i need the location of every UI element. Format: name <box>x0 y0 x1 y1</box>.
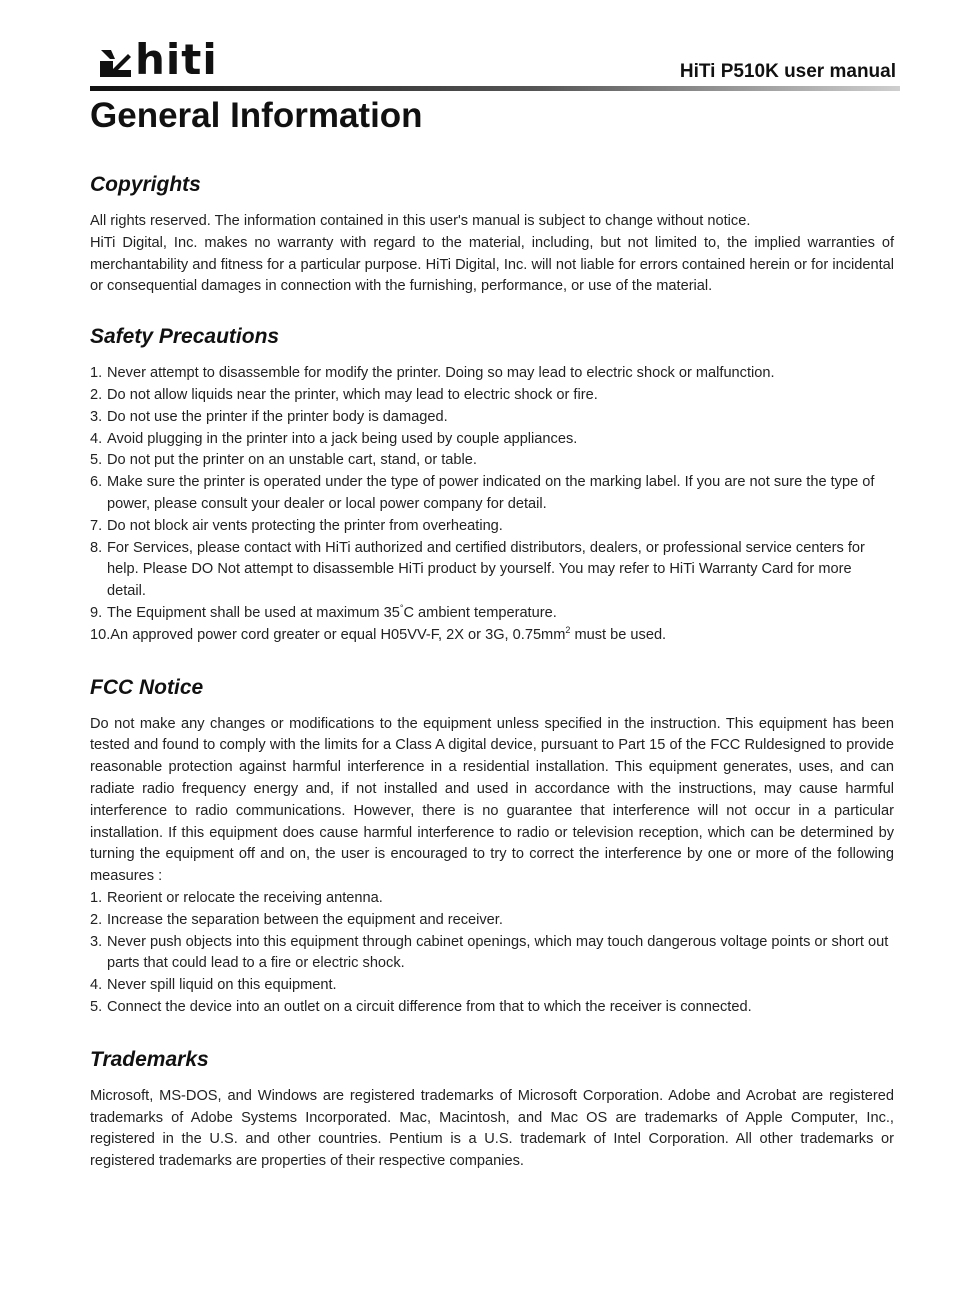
list-number: 1. <box>90 365 103 382</box>
list-text: Reorient or relocate the receiving antenna. <box>107 889 383 906</box>
hiti-logo-mark-icon <box>98 46 132 80</box>
list-text: An approved power cord greater or equal H05VV-F, 2X or 3G, 0.75mm <box>110 626 566 643</box>
list-text: Never push objects into this equipment through cabinet openings, which may touch dangerous voltage points or short out parts that could lead to a fire or electric shock. <box>107 933 889 972</box>
list-item <box>90 910 894 932</box>
section-copyrights <box>90 172 894 298</box>
list-number: 6. <box>90 474 103 491</box>
list-item <box>90 975 894 997</box>
list-number: 2. <box>90 386 103 403</box>
list-number: 3. <box>90 408 103 425</box>
list-text: must be used. <box>570 626 667 643</box>
page-header <box>0 0 954 100</box>
list-text: Never spill liquid on this equipment. <box>107 977 337 994</box>
section-heading-fcc: FCC Notice <box>90 675 204 699</box>
main-content <box>90 172 894 1173</box>
list-number: 2. <box>90 911 103 928</box>
list-text: Make sure the printer is operated under the type of power indicated on the marking label. If you are not sure the type of power, please consult your dealer or local power company for detail. <box>107 474 875 512</box>
manual-title: HiTi P510K user manual <box>679 61 896 82</box>
section-heading-copyrights: Copyrights <box>90 173 201 196</box>
section-fcc-notice <box>90 675 894 1019</box>
page-title: General Information <box>90 96 423 135</box>
list-number: 5. <box>90 998 103 1015</box>
list-text: Connect the device into an outlet on a circuit difference from that to which the receiver is connected. <box>107 998 752 1015</box>
section-heading-trademarks: Trademarks <box>90 1047 209 1071</box>
list-text: C ambient temperature. <box>403 604 557 621</box>
header-divider <box>90 86 900 91</box>
list-item <box>90 932 894 976</box>
list-text: Do not use the printer if the printer body is damaged. <box>107 408 448 425</box>
list-item <box>90 603 894 625</box>
list-text: Do not allow liquids near the printer, which may lead to electric shock or fire. <box>107 386 598 403</box>
list-item <box>90 472 894 516</box>
list-item <box>90 450 894 472</box>
list-item <box>90 997 894 1019</box>
list-number: 4. <box>90 977 103 994</box>
list-number: 1. <box>90 889 103 906</box>
list-item <box>90 429 894 451</box>
list-item <box>90 516 894 538</box>
list-text: For Services, please contact with HiTi authorized and certified distributors, dealers, or professional service centers for help. Please DO Not attempt to disassemble HiTi product by yourself. You may refer to HiTi Warranty Card for more detail. <box>107 539 865 600</box>
list-item <box>90 888 894 910</box>
list-item <box>90 363 894 385</box>
list-item <box>90 625 894 647</box>
fcc-paragraph: Do not make any changes or modifications to the equipment unless specified in the instruction. This equipment has been tested and found to comply with the limits for a Class A digital device, pursuant to Part 15 of the FCC Ruldesigned to provide reasonable protection against harmful interference in a residential installation. This equipment generates, uses, and can radiate radio frequency energy and, if not installed and used in accordance with the instructions, may cause harmful interference to radio communications. However, there is no guarantee that interference will not occur in a particular installation. If this equipment does cause harmful interference to radio or television reception, which can be determined by turning the equipment off and on, the user is encouraged to try to correct the interference by one or more of the following measures : <box>90 715 894 885</box>
list-text: Do not put the printer on an unstable cart, stand, or table. <box>107 452 477 469</box>
list-number: 10. <box>90 626 111 643</box>
section-trademarks <box>90 1047 894 1173</box>
copyrights-line-2: HiTi Digital, Inc. makes no warranty with regard to the material, including, but not limited to, the implied warranties of merchantability and fitness for a particular purpose. HiTi Digital, Inc. will not liable for errors contained herein or for incidental or consequential damages in connection with the furnishing, performance, or use of the material. <box>90 234 894 295</box>
list-text: Increase the separation between the equipment and receiver. <box>107 911 503 928</box>
copyrights-line-1: All rights reserved. The information contained in this user's manual is subject to change without notice. <box>90 213 751 229</box>
section-heading-safety: Safety Precautions <box>90 325 280 349</box>
list-text: Never attempt to disassemble for modify the printer. Doing so may lead to electric shock or malfunction. <box>107 365 775 382</box>
logo-wordmark: hiti <box>135 35 218 84</box>
section-safety-precautions <box>90 324 894 646</box>
list-number: 9. <box>90 604 103 621</box>
list-item <box>90 538 894 603</box>
list-text: The Equipment shall be used at maximum 35 <box>107 604 400 621</box>
list-item <box>90 407 894 429</box>
list-number: 3. <box>90 933 103 950</box>
list-item <box>90 385 894 407</box>
list-number: 7. <box>90 517 103 534</box>
fcc-list <box>90 888 894 1019</box>
list-text: Avoid plugging in the printer into a jack being used by couple appliances. <box>107 430 578 447</box>
hiti-logo <box>98 35 218 84</box>
degree-superscript: ° <box>399 603 404 614</box>
list-number: 5. <box>90 452 103 469</box>
list-number: 8. <box>90 539 103 556</box>
list-number: 4. <box>90 430 103 447</box>
trademarks-paragraph: Microsoft, MS-DOS, and Windows are registered trademarks of Microsoft Corporation. Adobe and Acrobat are registered trademarks of Adobe Systems Incorporated. Mac, Macintosh, and Mac OS are trademarks of Apple Computer, Inc., registered in the U.S. and other countries. Pentium is a U.S. trademark of Intel Corporation. All other trademarks or registered trademarks are properties of their respective companies. <box>90 1087 894 1170</box>
safety-list <box>90 363 894 646</box>
list-text: Do not block air vents protecting the printer from overheating. <box>107 517 503 534</box>
squared-superscript: 2 <box>565 624 571 635</box>
